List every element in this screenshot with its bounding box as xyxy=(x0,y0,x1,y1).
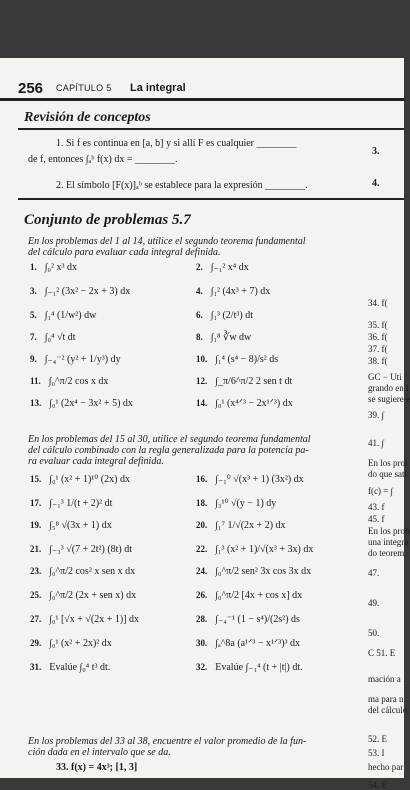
intro-1-line2: del cálculo para evaluar cada integral definida. xyxy=(28,247,221,258)
problem-expression: ∫₀¹ (2x⁴ − 3x² + 5) dx xyxy=(49,398,133,409)
right-column-fragment: ma para n xyxy=(368,694,404,704)
problem-expression: ∫₋₄⁻² (y² + 1/y³) dy xyxy=(44,354,121,365)
review-q2: 2. El símbolo [F(x)]ₐᵇ se establece para la expresión ________. xyxy=(56,180,308,191)
problem-number: 4. xyxy=(196,286,203,296)
right-column-fragment: una integra xyxy=(368,537,409,547)
problem-number: 32. xyxy=(196,662,208,672)
problem-expression: ∫₀¹ (x² + 1)¹⁰ (2x) dx xyxy=(49,474,130,485)
problem-7 xyxy=(30,332,76,343)
problem-17 xyxy=(30,498,112,509)
right-column-fragment: 54. E xyxy=(368,780,387,790)
problem-14 xyxy=(196,398,293,409)
problem-expression: ∫₀¹ (x⁴ᐟ³ − 2x¹ᐟ³) dx xyxy=(215,398,293,409)
problem-expression: ∫₀^π/2 [4x + cos x] dx xyxy=(215,590,303,601)
problem-number: 2. xyxy=(196,262,203,272)
problem-4 xyxy=(196,286,270,297)
right-column-fragment: 53. I xyxy=(368,748,385,758)
problem-number: 24. xyxy=(196,566,208,576)
problem-expression: ∫₀² x³ dx xyxy=(44,262,77,273)
problem-33: 33. f(x) = 4x³; [1, 3] xyxy=(56,762,138,773)
problem-32 xyxy=(196,662,303,673)
problem-number: 3. xyxy=(30,286,37,296)
problem-expression: ∫₀¹ (x² + 2x)² dx xyxy=(49,638,112,649)
problem-expression: ∫₋₁² (3x² − 2x + 3) dx xyxy=(44,286,131,297)
problem-number: 21. xyxy=(30,544,42,554)
problem-number: 29. xyxy=(30,638,42,648)
problem-expression: ∫₋₄⁻¹ (1 − s⁴)/(2s²) ds xyxy=(215,614,300,625)
problem-expression: ∫₀^π/2 sen² 3x cos 3x dx xyxy=(215,566,312,577)
review-q3: 3. xyxy=(372,146,380,157)
problem-2 xyxy=(196,262,249,273)
problem-5 xyxy=(30,310,96,321)
chapter-title: La integral xyxy=(130,82,186,94)
problem-9 xyxy=(30,354,121,365)
right-column-fragment: se sugiere e xyxy=(368,394,410,404)
intro-3-line1: En los problemas del 33 al 38, encuentre el valor promedio de la fun- xyxy=(28,736,307,747)
problem-expression: ∫₀^π/2 (2x + sen x) dx xyxy=(49,590,137,601)
intro-1-line1: En los problemas del 1 al 14, utilice el segundo teorema fundamental xyxy=(28,236,306,247)
problem-number: 15. xyxy=(30,474,42,484)
problem-30 xyxy=(196,638,300,649)
problem-expression: ∫₋₁³ 1/(t + 2)² dt xyxy=(49,498,113,509)
right-column-fragment: del cálculo xyxy=(368,705,408,715)
problem-10 xyxy=(196,354,278,365)
problem-expression: ∫₁⁴ (1/w²) dw xyxy=(44,310,97,321)
problem-22 xyxy=(196,544,313,555)
problem-15 xyxy=(30,474,130,485)
right-column-fragment: C 51. E xyxy=(368,648,396,658)
problem-number: 23. xyxy=(30,566,42,576)
problem-number: 25. xyxy=(30,590,42,600)
problem-expression: ∫₅⁸ √(3x + 1) dx xyxy=(49,520,112,531)
header-rule xyxy=(0,98,404,101)
problem-expression: ∫ₐ^8a (a¹ᐟ³ − x¹ᐟ³)³ dx xyxy=(215,638,301,649)
right-column-fragment: 43. f xyxy=(368,502,385,512)
problem-number: 26. xyxy=(196,590,208,600)
problem-16 xyxy=(196,474,304,485)
right-column-fragment: 37. f( xyxy=(368,344,388,354)
problem-24 xyxy=(196,566,311,577)
problem-25 xyxy=(30,590,136,601)
problem-number: 22. xyxy=(196,544,208,554)
problem-20 xyxy=(196,520,286,531)
problem-31 xyxy=(30,662,110,673)
right-column-fragment: 36. f( xyxy=(368,332,388,342)
problem-expression: ∫₀^π/2 cos x dx xyxy=(48,376,109,387)
page-number: 256 xyxy=(18,80,44,97)
problem-21 xyxy=(30,544,132,555)
problem-23 xyxy=(30,566,135,577)
problems-rule xyxy=(18,198,404,200)
problem-expression: ∫₋₃³ √(7 + 2t²) (8t) dt xyxy=(49,544,133,555)
intro-2-line2: del cálculo combinado con la regla generalizada para la potencia pa- xyxy=(28,445,309,456)
problem-26 xyxy=(196,590,302,601)
problem-number: 10. xyxy=(196,354,208,364)
problem-1 xyxy=(30,262,77,273)
review-title: Revisión de conceptos xyxy=(24,110,151,125)
right-column-fragment: grando en l xyxy=(368,383,409,393)
problem-number: 8. xyxy=(196,332,203,342)
problem-11 xyxy=(30,376,108,387)
problem-8 xyxy=(196,332,251,343)
problem-expression: Evalúe ∫₀⁴ t³ dt. xyxy=(49,662,111,673)
problem-number: 17. xyxy=(30,498,42,508)
problem-expression: ∫₋₁² x⁴ dx xyxy=(210,262,249,273)
intro-2-line3: ra evaluar cada integral definida. xyxy=(28,456,164,467)
right-column-fragment: 34. f( xyxy=(368,298,388,308)
textbook-page xyxy=(0,58,410,790)
problem-expression: ∫_π/6^π/2 2 sen t dt xyxy=(215,376,293,387)
problem-27 xyxy=(30,614,139,625)
problem-number: 20. xyxy=(196,520,208,530)
problem-13 xyxy=(30,398,133,409)
right-column-fragment: GC − Uti xyxy=(368,372,402,382)
right-column-fragment: 52. E xyxy=(368,734,387,744)
problem-number: 14. xyxy=(196,398,208,408)
problem-number: 5. xyxy=(30,310,37,320)
problem-number: 1. xyxy=(30,262,37,272)
right-column-fragment: mación a xyxy=(368,674,401,684)
problem-expression: ∫₁³ (x² + 1)/√(x³ + 3x) dx xyxy=(215,544,314,555)
right-column-fragment: 38. f( xyxy=(368,356,388,366)
problem-number: 31. xyxy=(30,662,42,672)
review-q4: 4. xyxy=(372,178,380,189)
problem-28 xyxy=(196,614,300,625)
problems-title: Conjunto de problemas 5.7 xyxy=(24,212,191,228)
right-column-fragment: 41. ∫ xyxy=(368,438,384,448)
problem-expression: ∫₀⁴ √t dt xyxy=(44,332,76,343)
right-column-fragment: 47. xyxy=(368,568,380,578)
right-column-fragment: 50. xyxy=(368,628,380,638)
problem-number: 11. xyxy=(30,376,41,386)
problem-expression: ∫₀¹ [√x + √(2x + 1)] dx xyxy=(49,614,140,625)
problem-29 xyxy=(30,638,112,649)
right-column-fragment: f(c) = ∫ xyxy=(368,486,394,496)
right-column-fragment: 49. xyxy=(368,598,380,608)
right-column-fragment: hecho par xyxy=(368,762,404,772)
problem-expression: ∫₀^π/2 cos² x sen x dx xyxy=(49,566,136,577)
review-q1-line2: de f, entonces ∫ₐᵇ f(x) dx = ________. xyxy=(28,154,178,165)
intro-2-line1: En los problemas del 15 al 30, utilice el segundo teorema fundamental xyxy=(28,434,311,445)
problem-number: 28. xyxy=(196,614,208,624)
problem-expression: ∫₁³ (2/t³) dt xyxy=(210,310,253,321)
right-column-fragment: En los prol xyxy=(368,458,408,468)
problem-number: 13. xyxy=(30,398,42,408)
problem-number: 9. xyxy=(30,354,37,364)
page-header xyxy=(0,80,404,98)
problem-expression: ∫₋₁⁰ √(x³ + 1) (3x²) dx xyxy=(215,474,304,485)
problem-number: 27. xyxy=(30,614,42,624)
intro-3-line2: ción dada en el intervalo que se da. xyxy=(28,747,171,758)
right-column-fragment: 35. f( xyxy=(368,320,388,330)
review-rule xyxy=(18,128,404,130)
problem-18 xyxy=(196,498,276,509)
problem-expression: ∫₃¹⁰ √(y − 1) dy xyxy=(215,498,277,509)
right-column-fragment: En los prob xyxy=(368,526,410,536)
review-q1-line1: 1. Si f es continua en [a, b] y si allí F es cualquier ________ xyxy=(56,138,297,149)
problem-12 xyxy=(196,376,292,387)
problem-expression: Evalúe ∫₋₁⁴ (t + |t|) dt. xyxy=(215,662,303,673)
right-column-fragment: 39. ∫ xyxy=(368,410,384,420)
right-column-fragment: do teorem xyxy=(368,548,405,558)
problem-number: 12. xyxy=(196,376,208,386)
problem-expression: ∫₁⁴ (s⁴ − 8)/s² ds xyxy=(215,354,279,365)
problem-number: 7. xyxy=(30,332,37,342)
problem-19 xyxy=(30,520,112,531)
problem-expression: ∫₁⁸ ∛w dw xyxy=(210,332,252,343)
problem-6 xyxy=(196,310,253,321)
problem-3 xyxy=(30,286,130,297)
problem-expression: ∫₁² (4x³ + 7) dx xyxy=(210,286,271,297)
problem-number: 6. xyxy=(196,310,203,320)
problem-number: 19. xyxy=(30,520,42,530)
problem-number: 16. xyxy=(196,474,208,484)
right-column-fragment: 45. f xyxy=(368,514,385,524)
problem-expression: ∫₁⁷ 1/√(2x + 2) dx xyxy=(215,520,286,531)
problem-number: 18. xyxy=(196,498,208,508)
right-column-fragment: do que sati xyxy=(368,469,407,479)
chapter-label: CAPÍTULO 5 xyxy=(56,83,112,93)
problem-number: 30. xyxy=(196,638,208,648)
